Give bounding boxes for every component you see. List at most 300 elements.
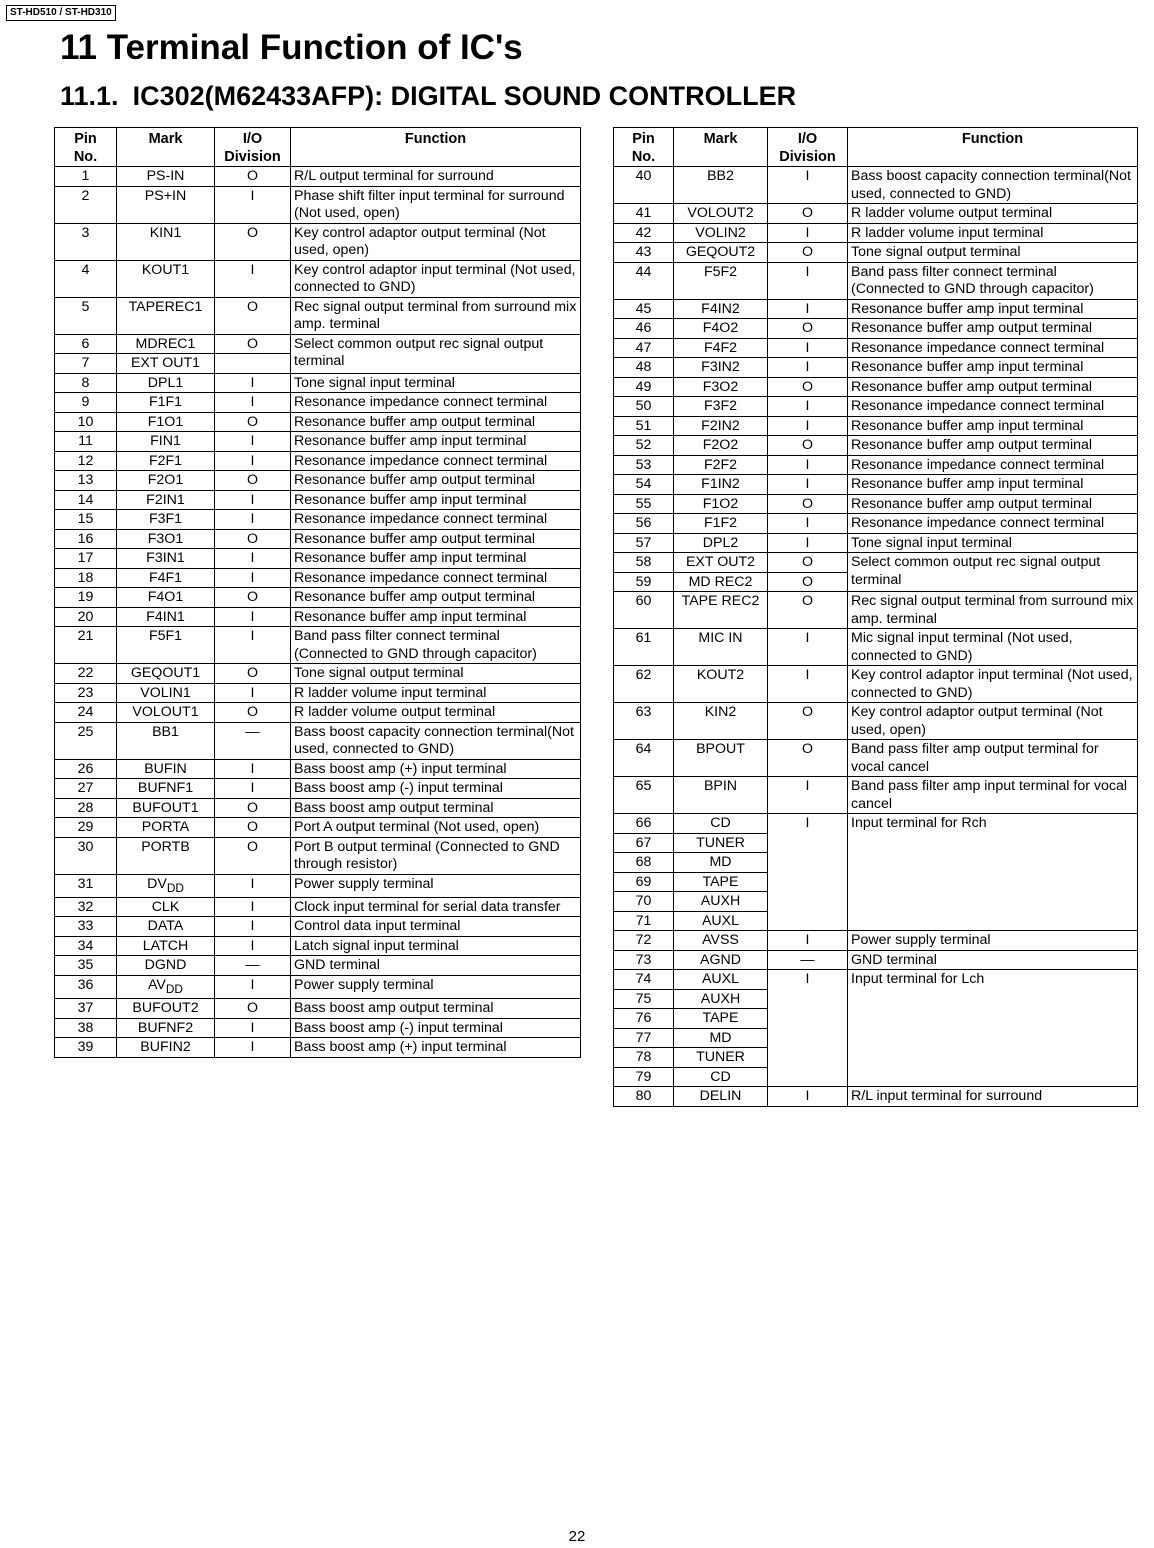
pin-number: 42 (614, 223, 674, 243)
table-row (614, 553, 1138, 573)
pin-number: 64 (614, 740, 674, 777)
table-row (55, 874, 581, 897)
pin-function: Resonance buffer amp input terminal (848, 475, 1138, 495)
pin-number: 17 (55, 549, 117, 569)
table-row (614, 204, 1138, 224)
pin-function: Rec signal output terminal from surround mix amp. terminal (291, 297, 581, 334)
pin-function: GND terminal (848, 950, 1138, 970)
pin-number: 73 (614, 950, 674, 970)
pin-io: O (215, 999, 291, 1019)
pin-mark: F3O1 (117, 529, 215, 549)
table-row (614, 436, 1138, 456)
section-number: 11.1. (60, 81, 119, 111)
pin-io: O (768, 592, 848, 629)
table-row (55, 393, 581, 413)
pin-function: Resonance buffer amp output terminal (291, 529, 581, 549)
pin-number: 30 (55, 837, 117, 874)
pin-function: Resonance buffer amp output terminal (848, 436, 1138, 456)
pin-function: R/L output terminal for surround (291, 167, 581, 187)
pin-mark: BUFOUT2 (117, 999, 215, 1019)
pin-function: Resonance buffer amp output terminal (291, 412, 581, 432)
pin-number: 37 (55, 999, 117, 1019)
table-row (55, 703, 581, 723)
pin-number: 22 (55, 664, 117, 684)
pin-io: I (215, 607, 291, 627)
pin-mark (117, 975, 215, 998)
pin-number: 52 (614, 436, 674, 456)
pin-io: I (215, 451, 291, 471)
pin-function: Resonance impedance connect terminal (848, 397, 1138, 417)
table-row (55, 297, 581, 334)
table-row (55, 1038, 581, 1058)
pin-number: 61 (614, 629, 674, 666)
pin-mark: VOLIN1 (117, 683, 215, 703)
pin-io: I (768, 814, 848, 931)
pin-number: 44 (614, 262, 674, 299)
pin-mark: AUXH (674, 892, 768, 912)
table-header-row (614, 128, 1138, 167)
table-row (614, 514, 1138, 534)
table-row (614, 740, 1138, 777)
header-pin: Pin No. (614, 128, 674, 167)
pin-io: I (215, 759, 291, 779)
pin-mark: F2F1 (117, 451, 215, 471)
section-title (60, 80, 796, 112)
pin-io: O (215, 818, 291, 838)
pin-number: 41 (614, 204, 674, 224)
pin-function: Resonance impedance connect terminal (848, 455, 1138, 475)
pin-function: Band pass filter connect terminal (Connected to GND through capacitor) (848, 262, 1138, 299)
pin-io: I (768, 1087, 848, 1107)
pin-number: 23 (55, 683, 117, 703)
pin-function: Bass boost amp (-) input terminal (291, 779, 581, 799)
pin-mark: EXT OUT2 (674, 553, 768, 573)
pin-io: I (768, 167, 848, 204)
pin-mark: DPL2 (674, 533, 768, 553)
table-row (55, 627, 581, 664)
table-row (55, 607, 581, 627)
pin-number: 63 (614, 703, 674, 740)
pin-function: Band pass filter connect terminal (Connected to GND through capacitor) (291, 627, 581, 664)
table-row (55, 167, 581, 187)
pin-mark: DPL1 (117, 373, 215, 393)
pin-io: I (768, 629, 848, 666)
pin-function: R ladder volume input terminal (291, 683, 581, 703)
pin-mark: BPIN (674, 777, 768, 814)
pin-function: Resonance buffer amp output terminal (848, 319, 1138, 339)
pin-io: I (215, 779, 291, 799)
pin-number: 27 (55, 779, 117, 799)
table-row (55, 722, 581, 759)
pin-io: — (215, 722, 291, 759)
pin-mark: F5F1 (117, 627, 215, 664)
pin-mark: TUNER (674, 833, 768, 853)
pin-function: Bass boost amp output terminal (291, 798, 581, 818)
pin-mark: F4F2 (674, 338, 768, 358)
pin-function: Power supply terminal (291, 975, 581, 998)
pin-io: I (215, 627, 291, 664)
pin-function: Resonance buffer amp output terminal (848, 494, 1138, 514)
table-row (614, 777, 1138, 814)
pin-function: Resonance buffer amp input terminal (848, 299, 1138, 319)
pin-function: Key control adaptor output terminal (Not used, open) (291, 223, 581, 260)
pin-mark-subscript: DD (166, 880, 184, 895)
pin-number: 66 (614, 814, 674, 834)
pin-function: Resonance impedance connect terminal (291, 510, 581, 530)
pin-mark: TUNER (674, 1048, 768, 1068)
pin-mark: F3F1 (117, 510, 215, 530)
table-row (55, 490, 581, 510)
pin-number: 59 (614, 572, 674, 592)
pin-mark: FIN1 (117, 432, 215, 452)
pin-io: — (768, 950, 848, 970)
pin-mark: F2O1 (117, 471, 215, 491)
table-row (614, 970, 1138, 990)
table-row (614, 243, 1138, 263)
pin-io: I (768, 416, 848, 436)
pin-io: O (215, 223, 291, 260)
pin-function: R ladder volume input terminal (848, 223, 1138, 243)
pin-mark-text: DV (147, 875, 167, 892)
pin-function: Bass boost capacity connection terminal(Not used, connected to GND) (848, 167, 1138, 204)
pin-function: Bass boost amp (+) input terminal (291, 759, 581, 779)
pin-mark: GEQOUT1 (117, 664, 215, 684)
pin-mark: AUXL (674, 970, 768, 990)
pin-function: Resonance impedance connect terminal (848, 514, 1138, 534)
pin-mark: BUFNF2 (117, 1018, 215, 1038)
pin-function: Tone signal output terminal (848, 243, 1138, 263)
pin-function: Clock input terminal for serial data transfer (291, 897, 581, 917)
pin-number: 36 (55, 975, 117, 998)
table-row (55, 683, 581, 703)
pin-mark: DELIN (674, 1087, 768, 1107)
table-row (55, 568, 581, 588)
pin-function: Rec signal output terminal from surround mix amp. terminal (848, 592, 1138, 629)
pin-function: Latch signal input terminal (291, 936, 581, 956)
pin-io: O (768, 436, 848, 456)
pin-mark: AUXL (674, 911, 768, 931)
pin-io: I (215, 683, 291, 703)
pin-mark: F1IN2 (674, 475, 768, 495)
pin-function: Key control adaptor input terminal (Not used, connected to GND) (848, 666, 1138, 703)
pin-mark: KOUT1 (117, 260, 215, 297)
header-io: I/O Division (768, 128, 848, 167)
pin-function: Bass boost capacity connection terminal(Not used, connected to GND) (291, 722, 581, 759)
pin-mark: MIC IN (674, 629, 768, 666)
table-row (614, 397, 1138, 417)
pin-number: 47 (614, 338, 674, 358)
table-row (55, 373, 581, 393)
pin-io: O (215, 837, 291, 874)
table-row (55, 1018, 581, 1038)
pin-io: O (215, 334, 291, 354)
pin-mark: PS+IN (117, 186, 215, 223)
pin-number: 57 (614, 533, 674, 553)
pin-mark: PORTB (117, 837, 215, 874)
pin-number: 31 (55, 874, 117, 897)
table-row (614, 338, 1138, 358)
pin-mark: F4O1 (117, 588, 215, 608)
pin-table-right-body (614, 167, 1138, 1107)
pin-mark: CLK (117, 897, 215, 917)
pin-io: I (215, 936, 291, 956)
pin-mark: PORTA (117, 818, 215, 838)
pin-mark: GEQOUT2 (674, 243, 768, 263)
pin-function: Input terminal for Lch (848, 970, 1138, 1087)
pin-number: 50 (614, 397, 674, 417)
pin-mark: F1F2 (674, 514, 768, 534)
pin-number: 71 (614, 911, 674, 931)
pin-number: 45 (614, 299, 674, 319)
table-row (55, 334, 581, 354)
pin-mark: AGND (674, 950, 768, 970)
table-row (614, 629, 1138, 666)
pin-mark: F4F1 (117, 568, 215, 588)
table-row (55, 529, 581, 549)
page-number: 22 (568, 1528, 586, 1545)
pin-mark: F1O2 (674, 494, 768, 514)
table-row (55, 412, 581, 432)
pin-number: 18 (55, 568, 117, 588)
pin-io: I (215, 874, 291, 897)
pin-mark: BUFIN (117, 759, 215, 779)
pin-number: 70 (614, 892, 674, 912)
pin-number: 7 (55, 354, 117, 374)
pin-mark: MD (674, 1028, 768, 1048)
pin-function: Resonance buffer amp output terminal (291, 471, 581, 491)
pin-mark-subscript: DD (165, 981, 183, 996)
pin-mark: DGND (117, 956, 215, 976)
pin-io: I (215, 975, 291, 998)
pin-io: I (768, 777, 848, 814)
pin-io: O (215, 167, 291, 187)
pin-function: Resonance buffer amp input terminal (291, 607, 581, 627)
pin-function: Tone signal input terminal (848, 533, 1138, 553)
table-row (55, 549, 581, 569)
pin-number: 40 (614, 167, 674, 204)
table-row (55, 588, 581, 608)
table-row (55, 917, 581, 937)
pin-table-left-body (55, 167, 581, 1058)
table-row (55, 186, 581, 223)
pin-mark: F2IN1 (117, 490, 215, 510)
pin-io: I (768, 970, 848, 1087)
pin-mark: TAPE REC2 (674, 592, 768, 629)
pin-io: I (768, 666, 848, 703)
pin-io: I (768, 358, 848, 378)
pin-io: O (215, 412, 291, 432)
table-row (614, 455, 1138, 475)
pin-function: Resonance impedance connect terminal (848, 338, 1138, 358)
pin-io: I (215, 490, 291, 510)
pin-number: 19 (55, 588, 117, 608)
pin-number: 67 (614, 833, 674, 853)
pin-number: 16 (55, 529, 117, 549)
pin-number: 54 (614, 475, 674, 495)
table-row (614, 533, 1138, 553)
pin-function: R/L input terminal for surround (848, 1087, 1138, 1107)
table-row (55, 759, 581, 779)
pin-function: Control data input terminal (291, 917, 581, 937)
table-header-row (55, 128, 581, 167)
header-mark: Mark (674, 128, 768, 167)
header-io: I/O Division (215, 128, 291, 167)
table-row (55, 975, 581, 998)
table-row (55, 260, 581, 297)
pin-function: Band pass filter amp input terminal for vocal cancel (848, 777, 1138, 814)
pin-number: 1 (55, 167, 117, 187)
pin-io: O (768, 740, 848, 777)
pin-mark: BUFIN2 (117, 1038, 215, 1058)
pin-mark: F4IN1 (117, 607, 215, 627)
pin-mark: F1O1 (117, 412, 215, 432)
pin-mark: F1F1 (117, 393, 215, 413)
table-row (55, 837, 581, 874)
pin-number: 21 (55, 627, 117, 664)
pin-mark: F3IN2 (674, 358, 768, 378)
pin-number: 11 (55, 432, 117, 452)
pin-number: 68 (614, 853, 674, 873)
pin-function: Band pass filter amp output terminal for vocal cancel (848, 740, 1138, 777)
pin-io: O (215, 297, 291, 334)
pin-number: 55 (614, 494, 674, 514)
pin-function: Resonance impedance connect terminal (291, 451, 581, 471)
pin-mark: F4O2 (674, 319, 768, 339)
pin-table-left (54, 127, 581, 1058)
pin-number: 10 (55, 412, 117, 432)
pin-number: 46 (614, 319, 674, 339)
table-row (55, 897, 581, 917)
pin-number: 48 (614, 358, 674, 378)
table-row (614, 814, 1138, 834)
table-row (614, 416, 1138, 436)
pin-number: 15 (55, 510, 117, 530)
pin-number: 8 (55, 373, 117, 393)
pin-number: 51 (614, 416, 674, 436)
pin-io: I (215, 897, 291, 917)
pin-mark: MDREC1 (117, 334, 215, 354)
pin-mark: TAPE (674, 1009, 768, 1029)
pin-io: O (215, 588, 291, 608)
pin-mark: F3IN1 (117, 549, 215, 569)
table-row (55, 936, 581, 956)
pin-mark-text: AV (148, 976, 166, 993)
pin-io: I (215, 510, 291, 530)
table-row (614, 167, 1138, 204)
pin-io: I (215, 260, 291, 297)
table-row (614, 319, 1138, 339)
pin-function: Key control adaptor output terminal (Not used, open) (848, 703, 1138, 740)
pin-mark: DATA (117, 917, 215, 937)
pin-mark: BPOUT (674, 740, 768, 777)
pin-number: 43 (614, 243, 674, 263)
pin-mark: CD (674, 814, 768, 834)
table-row (614, 475, 1138, 495)
pin-mark: VOLOUT2 (674, 204, 768, 224)
table-row (614, 950, 1138, 970)
pin-function: Port A output terminal (Not used, open) (291, 818, 581, 838)
pin-io: I (768, 931, 848, 951)
pin-io: I (768, 397, 848, 417)
pin-io: I (768, 455, 848, 475)
table-row (55, 432, 581, 452)
pin-mark: MD REC2 (674, 572, 768, 592)
pin-function: Tone signal output terminal (291, 664, 581, 684)
pin-io: I (215, 393, 291, 413)
pin-io: I (215, 1018, 291, 1038)
pin-number: 38 (55, 1018, 117, 1038)
pin-number: 33 (55, 917, 117, 937)
pin-io: I (215, 373, 291, 393)
pin-io: O (215, 664, 291, 684)
pin-function: Mic signal input terminal (Not used, connected to GND) (848, 629, 1138, 666)
pin-table-right (613, 127, 1138, 1107)
pin-mark: F2O2 (674, 436, 768, 456)
pin-function: Tone signal input terminal (291, 373, 581, 393)
pin-io: O (768, 204, 848, 224)
table-row (614, 592, 1138, 629)
pin-mark: VOLIN2 (674, 223, 768, 243)
pin-io: I (215, 186, 291, 223)
pin-io: O (215, 529, 291, 549)
table-row (55, 664, 581, 684)
table-row (55, 999, 581, 1019)
table-row (55, 451, 581, 471)
table-row (614, 299, 1138, 319)
pin-mark: KIN1 (117, 223, 215, 260)
pin-number: 58 (614, 553, 674, 573)
pin-number: 69 (614, 872, 674, 892)
pin-io: O (215, 471, 291, 491)
pin-function: Key control adaptor input terminal (Not used, connected to GND) (291, 260, 581, 297)
pin-io: O (768, 703, 848, 740)
pin-number: 20 (55, 607, 117, 627)
pin-mark: AVSS (674, 931, 768, 951)
pin-io: I (768, 262, 848, 299)
pin-io: O (215, 798, 291, 818)
pin-function: Power supply terminal (848, 931, 1138, 951)
pin-mark: F3F2 (674, 397, 768, 417)
pin-io: I (768, 533, 848, 553)
pin-number: 56 (614, 514, 674, 534)
header-function: Function (291, 128, 581, 167)
pin-mark: MD (674, 853, 768, 873)
pin-function: Resonance buffer amp input terminal (848, 358, 1138, 378)
pin-number: 39 (55, 1038, 117, 1058)
pin-mark: TAPE (674, 872, 768, 892)
pin-number: 28 (55, 798, 117, 818)
pin-number: 9 (55, 393, 117, 413)
table-row (55, 779, 581, 799)
pin-number: 3 (55, 223, 117, 260)
pin-io: I (215, 549, 291, 569)
pin-number: 60 (614, 592, 674, 629)
table-row (55, 223, 581, 260)
pin-number: 35 (55, 956, 117, 976)
pin-function: R ladder volume output terminal (291, 703, 581, 723)
pin-mark: VOLOUT1 (117, 703, 215, 723)
pin-number: 80 (614, 1087, 674, 1107)
table-row (614, 358, 1138, 378)
pin-function: Select common output rec signal output terminal (848, 553, 1138, 592)
pin-io: O (768, 377, 848, 397)
table-row (55, 818, 581, 838)
pin-mark: F2IN2 (674, 416, 768, 436)
pin-number: 25 (55, 722, 117, 759)
pin-mark (117, 874, 215, 897)
pin-number: 79 (614, 1067, 674, 1087)
pin-function: R ladder volume output terminal (848, 204, 1138, 224)
